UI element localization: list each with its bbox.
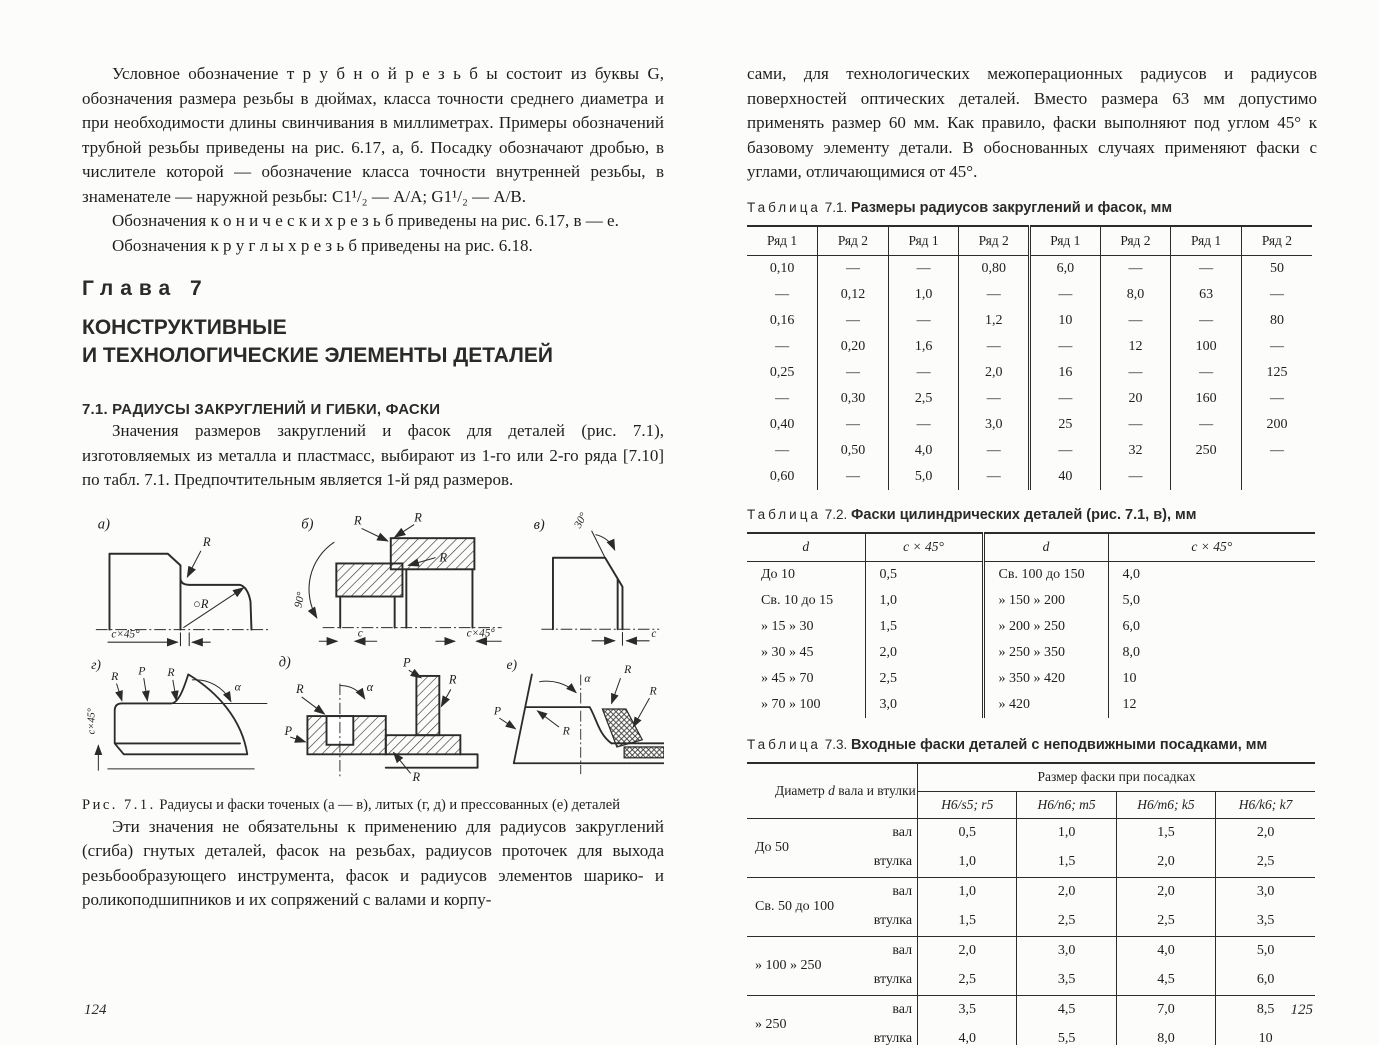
radius-label: R [167,664,175,679]
table-cell: 10 [1122,670,1137,686]
figure-a-drawing [82,509,277,650]
table-cell: 2,0 [1116,877,1215,907]
column-header: Ряд 2 [818,226,889,256]
table-cell: — [1269,442,1284,458]
table-cell: — [1030,386,1101,412]
table-cell: 0,50 [818,438,889,464]
table-cell: — [818,308,889,334]
diameter-cell: » 100 » 250 [747,936,855,995]
table-cell: 4,0 [918,1025,1017,1045]
angle-label: α [234,679,241,694]
table-cell: — [1100,308,1171,334]
part-label-cell: вал [855,877,917,907]
column-header: H6/n6; m5 [1017,791,1116,818]
part-label-cell: втулка [855,966,917,996]
table-title-text: Входные фаски деталей с неподвижными посадками, мм [851,736,1268,753]
table-cell: — [1269,338,1284,354]
figure-caption [82,796,664,815]
figure-d-drawing [273,650,483,786]
table-cell: — [888,360,959,386]
column-header: d [983,533,1108,562]
subfigure-label: б) [301,515,314,532]
subfigure-label: в) [533,516,545,533]
table-cell: 5,5 [1017,1025,1116,1045]
table-cell: 3,0 [1216,877,1315,907]
table-cell: Св. 10 до 15 [747,588,865,614]
table-cell: 1,2 [959,308,1030,334]
table-7-1 [747,225,1312,490]
radius-label: R [353,513,362,528]
table-cell: » 45 » 70 [747,666,865,692]
part-label-cell: втулка [855,848,917,878]
subfigure-label: е) [506,656,518,672]
table-row [747,308,1312,334]
table-cell: 2,5 [888,386,959,412]
table-label-number: 7.1. [824,199,848,215]
subfigure-label: г) [91,656,101,672]
table-cell: — [1100,255,1171,282]
table-cell: 4,0 [888,438,959,464]
radius-label: R [412,769,420,784]
table-row [747,438,1312,464]
table-row [747,386,1312,412]
table-cell: 2,5 [1116,907,1215,937]
table-row [747,995,1315,1025]
angle-label: α [366,679,373,694]
part-label-cell: вал [855,936,917,966]
table-cell: 12 [1122,696,1137,712]
table-cell: 0,16 [747,308,818,334]
column-header: Ряд 1 [747,226,818,256]
table-cell: 0,20 [818,334,889,360]
part-label-cell: втулка [855,907,917,937]
table-cell: — [1100,412,1171,438]
table-row [747,561,1315,588]
table-cell: » 250 » 350 [983,640,1108,666]
subfigure-label: а) [97,515,110,532]
table-cell: 125 [1266,364,1288,380]
table-cell: 0,40 [747,412,818,438]
table-cell: » 15 » 30 [747,614,865,640]
table-cell: 6,0 [1122,618,1140,634]
table-cell: » 70 » 100 [747,692,865,718]
figure-caption-text: Радиусы и фаски точеных (а — в), литых (г, д) и прессованных (е) деталей [159,796,620,813]
table-row [747,588,1315,614]
table-cell: — [1030,438,1101,464]
table-title-text: Фаски цилиндрических деталей (рис. 7.1, в), мм [851,506,1197,523]
diameter-cell: Св. 50 до 100 [747,877,855,936]
roughness-label: P [138,662,146,677]
table-7-3 [747,762,1315,1045]
radius-label: R [295,681,304,696]
table-row [747,640,1315,666]
table-cell: 0,12 [818,282,889,308]
table-row [747,877,1315,907]
table-cell: 8,0 [1116,1025,1215,1045]
table2-title [747,506,1317,524]
table-cell [1241,464,1312,490]
angle-label: 30° [572,510,590,530]
table-label-number: 7.2. [824,506,848,522]
table-cell: » 350 » 420 [983,666,1108,692]
table-cell: 1,5 [918,907,1017,937]
table-cell: 5,0 [1122,592,1140,608]
chapter-title [82,314,664,370]
table-cell: 1,0 [888,282,959,308]
table-cell: — [747,386,818,412]
table-cell: 6,0 [1030,255,1101,282]
figure-v-drawing [524,509,664,650]
table-cell: 0,25 [747,360,818,386]
roughness-label: P [402,654,411,669]
column-header: H6/s5; r5 [918,791,1017,818]
chapter-label: Глава 7 [82,277,209,300]
table-row [747,692,1315,718]
table-cell: 1,5 [1017,848,1116,878]
table-label: Таблица [747,736,821,752]
table-cell: 2,0 [1017,877,1116,907]
figure-row-bottom [82,650,664,786]
table-cell: 8,5 [1216,995,1315,1025]
column-header: Ряд 2 [1100,226,1171,256]
table-cell: — [1269,286,1284,302]
table-row [747,255,1312,282]
part-label-cell: вал [855,995,917,1025]
column-header: H6/m6; k5 [1116,791,1215,818]
table-cell: 40 [1030,464,1101,490]
table-cell: 1,6 [888,334,959,360]
table-cell: 2,5 [1256,854,1275,869]
table-cell: — [1100,464,1171,490]
table-label-number: 7.3. [824,736,848,752]
figure-g-drawing [82,650,273,786]
table-cell: — [1100,360,1171,386]
table-cell: 5,0 [1216,936,1315,966]
table-cell: — [818,412,889,438]
table-cell: 6,0 [1256,972,1275,987]
dim-label: c×45° [466,626,495,639]
column-header: Ряд 1 [1171,226,1242,256]
table-cell: 16 [1030,360,1101,386]
table1-title [747,199,1317,217]
table-cell: — [888,412,959,438]
table-cell: 1,5 [865,614,983,640]
table-cell: » 30 » 45 [747,640,865,666]
table-cell: 250 [1171,438,1242,464]
table-cell: 0,5 [918,818,1017,848]
table-cell: — [1269,390,1284,406]
table-cell: — [747,334,818,360]
dim-label: c [651,627,657,640]
table-cell: — [1171,412,1242,438]
table-cell: 32 [1100,438,1171,464]
table-cell: 4,5 [1017,995,1116,1025]
fits-span-header: Размер фаски при посадках [918,763,1315,792]
table-cell: » 420 [983,692,1108,718]
table-cell: 3,0 [959,412,1030,438]
table-cell: 80 [1269,312,1284,328]
table-title-text: Размеры радиусов закруглений и фасок, мм [851,199,1173,216]
diameter-cell: До 50 [755,839,790,855]
figure-caption-label: Рис. 7.1. [82,796,156,813]
page-number: 125 [1290,1002,1313,1018]
table-row [747,334,1312,360]
table-cell: 2,0 [1116,848,1215,878]
paragraph: Обозначения к о н и ч е с к и х р е з ь б приведены на рис. 6.17, в — е. [112,211,619,230]
column-header: d [747,533,865,562]
table-cell: — [1171,360,1242,386]
table3-title [747,736,1317,754]
table-cell: 100 [1171,334,1242,360]
table-cell: — [959,334,1030,360]
figure-row-top [82,509,664,650]
radius-label: ○R [193,596,209,611]
table-cell: — [818,360,889,386]
diameter-header: Диаметр d вала и втулки [747,763,918,819]
table-cell: — [747,282,818,308]
table-cell: 1,0 [918,877,1017,907]
table-cell: — [959,438,1030,464]
table-cell: 5,0 [888,464,959,490]
table-cell: 200 [1266,416,1288,432]
table-cell: — [1030,282,1101,308]
table-cell: — [959,464,1030,490]
radius-label: R [624,662,632,676]
table-cell: 8,0 [1122,644,1140,660]
table-cell: 2,0 [1256,825,1275,840]
table-cell: 1,0 [1017,818,1116,848]
paragraph: Эти значения не обязательны к применению для радиусов закруглений (сгиба) гнутых деталей, фасок на резьбах, радиусов проточек для выхода резьбообразующего инструмента, фасок и радиусов элементов шарико- и роликоподшипников и их сопряжений с валами и корпу- [82,816,664,909]
column-header: Ряд 1 [888,226,959,256]
column-header: c × 45° [865,533,983,562]
table-cell: 1,0 [865,588,983,614]
table-cell: 0,5 [865,561,983,588]
table-cell [1171,464,1242,490]
chapter-heading [82,276,664,370]
table-cell: 10 [1030,308,1101,334]
subfigure-label: д) [278,653,291,670]
header-row [747,226,1312,256]
radius-label: R [448,672,457,687]
table-row [747,614,1315,640]
dim-label: c×45° [111,627,140,640]
radius-label: R [649,683,657,697]
table-cell: 2,0 [959,360,1030,386]
table-cell: 3,5 [1017,966,1116,996]
angle-label: 90° [293,590,308,609]
column-header: Ряд 2 [1241,226,1312,256]
table-cell: 4,0 [1116,936,1215,966]
paragraph: Условное обозначение т р у б н о й р е з ь б ы состоит из буквы G, обозначения размера резьбы в дюймах, класса точности среднего диаметра и при необходимости длины свинчивания в миллиметрах. Примеры обозначений трубной резьбы приведены на рис. 6.17, а, б. Посадку обозначают дробью, в числителе которой — обозначение класса точности внутренней резьбы, в знаменателе — наружной резьбы: C1¹/₂ — А/А; G1¹/₂ — А/В. [82,64,664,206]
table-cell: 3,5 [1256,913,1275,928]
table-cell: » 200 » 250 [983,614,1108,640]
figure-e-drawing [483,650,664,786]
chapter-title-line2: И ТЕХНОЛОГИЧЕСКИЕ ЭЛЕМЕНТЫ ДЕТАЛЕЙ [82,344,553,367]
figure-b-drawing [293,509,508,650]
radius-label: R [562,723,570,737]
page-number: 124 [84,1002,107,1018]
table-cell: — [1030,334,1101,360]
column-header: c × 45° [1108,533,1315,562]
radius-label: R [414,510,422,525]
table-cell: 25 [1030,412,1101,438]
part-label-cell: втулка [855,1025,917,1045]
dim-label: c [357,626,363,639]
table-row [747,282,1312,308]
table-cell: До 10 [747,561,865,588]
page-right [690,0,1379,1045]
table-cell: 2,0 [918,936,1017,966]
table-cell: — [959,386,1030,412]
table-cell: 3,5 [918,995,1017,1025]
part-label-cell: вал [855,818,917,848]
table-row [747,818,1315,848]
column-header: H6/k6; k7 [1216,791,1315,818]
table-label: Таблица [747,199,821,215]
table-cell: 8,0 [1100,282,1171,308]
table-cell: 50 [1269,260,1284,276]
table-cell: 10 [1258,1031,1273,1045]
radius-label: R [439,550,448,565]
table-cell: 2,0 [865,640,983,666]
table-row [747,360,1312,386]
table-cell: » 150 » 200 [983,588,1108,614]
table-cell: — [818,464,889,490]
table-cell: 4,5 [1116,966,1215,996]
column-header: Ряд 2 [959,226,1030,256]
header-row [747,533,1315,562]
roughness-label: P [493,703,502,717]
table-7-2 [747,532,1315,718]
table-cell: — [1171,255,1242,282]
table-cell: — [747,438,818,464]
table-cell: 1,0 [918,848,1017,878]
table-cell: Св. 100 до 150 [983,561,1108,588]
section-heading: 7.1. РАДИУСЫ ЗАКРУГЛЕНИЙ И ГИБКИ, ФАСКИ [82,401,441,418]
paragraph: Обозначения к р у г л ы х р е з ь б приведены на рис. 6.18. [112,235,533,255]
table-cell: 63 [1171,282,1242,308]
table-row [747,464,1312,490]
radius-label: R [111,668,119,683]
paragraph: Значения размеров закруглений и фасок для деталей (рис. 7.1), изготовляемых из металла и пластмасс, выбирают из 1-го или 2-го ряда [7.10] по табл. 7.1. Предпочтительным является 1-й ряд размеров. [82,421,664,489]
table-cell: 2,5 [918,966,1017,996]
table-cell: — [888,308,959,334]
header-row [747,763,1315,792]
paragraph: сами, для технологических межоперационных радиусов и радиусов поверхностей оптических деталей. Вместо размера 63 мм допустимо применять размер 60 мм. Как правило, фаски выполняют под углом 45° к базовому элементу детали. В обоснованных случаях применяют фаски с углами, отличающимися от 45°. [747,64,1317,181]
table-cell: 3,0 [1017,936,1116,966]
table-cell: 2,5 [865,666,983,692]
diameter-cell: » 250 [747,995,855,1045]
table-cell: — [888,255,959,282]
table-cell: 7,0 [1116,995,1215,1025]
table-row [747,666,1315,692]
table-cell: 1,5 [1116,818,1215,848]
table-cell: 0,10 [747,255,818,282]
figure-7-1 [82,509,664,815]
table-row [747,936,1315,966]
table-cell: 20 [1100,386,1171,412]
column-header: Ряд 1 [1030,226,1101,256]
table-cell: 0,80 [959,255,1030,282]
table-cell: 0,30 [818,386,889,412]
chapter-title-line1: КОНСТРУКТИВНЫЕ [82,316,287,339]
roughness-label: P [284,723,292,738]
table-row [747,412,1312,438]
dim-label: c×45° [86,707,98,734]
table-cell: — [818,255,889,282]
angle-label: α [584,671,591,685]
table-cell: — [959,282,1030,308]
radius-label: R [202,534,211,549]
table-cell: 0,60 [747,464,818,490]
table-cell: — [1171,308,1242,334]
table-cell: 3,0 [865,692,983,718]
table-cell: 12 [1100,334,1171,360]
table-label: Таблица [747,506,821,522]
table-cell: 4,0 [1122,566,1140,582]
table-cell: 2,5 [1017,907,1116,937]
table-cell: 160 [1171,386,1242,412]
